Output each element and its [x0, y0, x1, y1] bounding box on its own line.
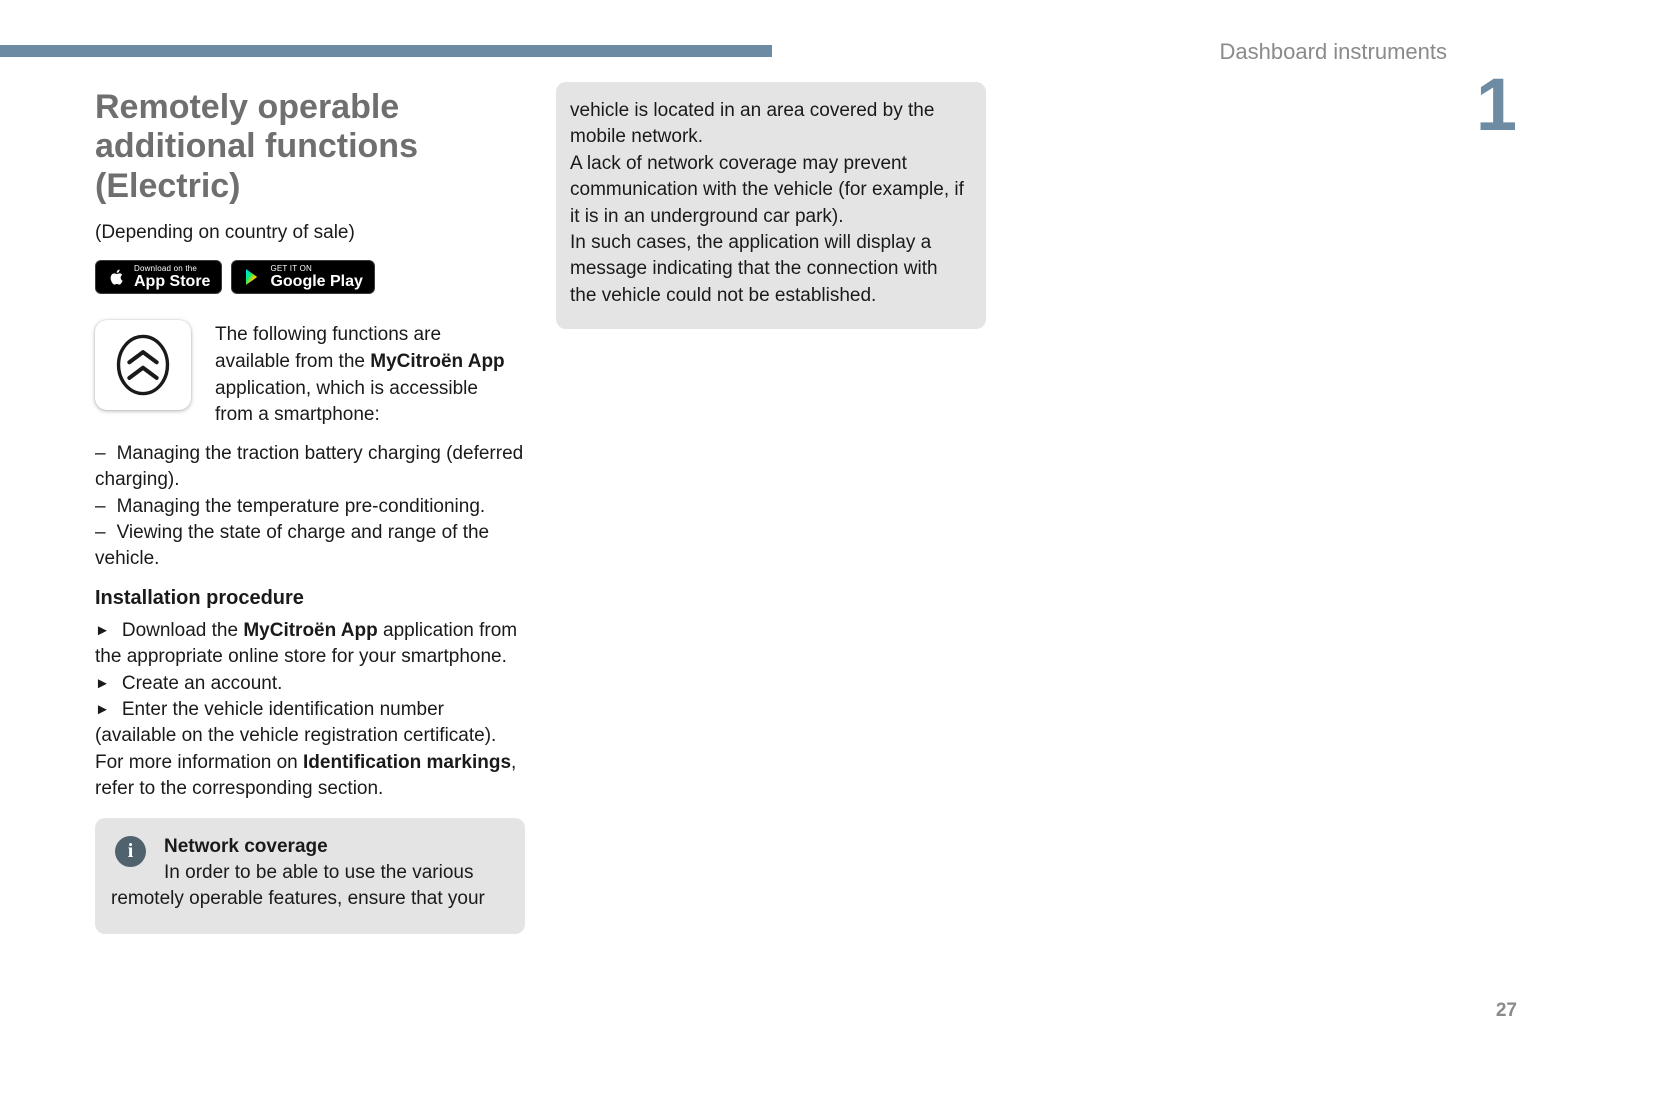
info-box-continuation [556, 82, 986, 329]
network-coverage-info-box [95, 818, 525, 934]
feature-item: – Managing the traction battery charging (deferred charging). [95, 442, 524, 491]
step-item: ► Enter the vehicle identification number (available on the vehicle registration certificate). [95, 698, 497, 747]
step-item: ► Download the MyCitroën App application from the appropriate online store for your smartphone. [95, 619, 518, 668]
apple-icon [107, 266, 127, 288]
header-title: Dashboard instruments [1219, 39, 1447, 64]
citroen-logo-icon [109, 331, 177, 399]
arrow-bullet-icon: ► [95, 674, 110, 692]
google-play-badge-label: GET IT ON Google Play [270, 264, 363, 290]
app-store-badge-label: Download on the App Store [134, 264, 211, 290]
arrow-bullet-icon: ► [95, 621, 110, 639]
more-info-note: For more information on Identification markings, refer to the corresponding section. [95, 751, 517, 800]
header-accent-bar [0, 45, 772, 57]
country-note: (Depending on country of sale) [95, 222, 355, 244]
feature-list [95, 441, 527, 573]
store-badges [95, 260, 527, 294]
page-title: Remotely operable additional functions (Electric) [95, 88, 418, 205]
left-column [95, 88, 527, 934]
page-number: 27 [1495, 1000, 1517, 1021]
continuation-paragraph: A lack of network coverage may prevent communication with the vehicle (for example, if it is in an underground car park). [570, 152, 964, 227]
app-store-badge[interactable] [95, 260, 222, 294]
info-box-title: Network coverage [164, 835, 328, 857]
continuation-paragraph: In such cases, the application will display a message indicating that the connection with the vehicle could not be established. [570, 232, 938, 306]
section-heading-installation: Installation procedure [95, 586, 304, 609]
step-item: ► Create an account. [95, 672, 283, 694]
feature-item: – Viewing the state of charge and range of the vehicle. [95, 521, 490, 570]
arrow-bullet-icon: ► [95, 700, 110, 718]
info-box-text: In order to be able to use the various remotely operable features, ensure that your [111, 861, 485, 910]
google-play-badge[interactable] [231, 260, 374, 294]
dash-bullet: – [95, 521, 106, 543]
continuation-paragraph: vehicle is located in an area covered by the mobile network. [570, 100, 935, 148]
info-icon: i [115, 836, 146, 867]
feature-item: – Managing the temperature pre-conditioning. [95, 495, 486, 517]
installation-steps [95, 618, 527, 803]
citroen-logo [95, 320, 191, 410]
chapter-number: 1 [1475, 63, 1515, 146]
google-play-icon [243, 266, 263, 288]
intro-paragraph: The following functions are available from the MyCitroën App application, which is accessible from a smartphone: [215, 324, 505, 426]
intro-row [95, 320, 527, 428]
dash-bullet: – [95, 442, 106, 464]
dash-bullet: – [95, 495, 106, 517]
